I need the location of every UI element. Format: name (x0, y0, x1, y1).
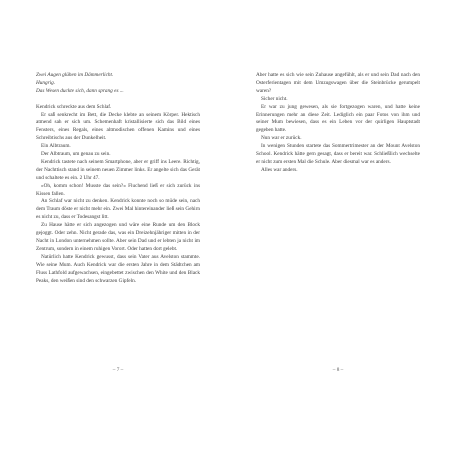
paragraph: Kendrick schreckte aus dem Schlaf. (36, 103, 112, 110)
paragraph: »Oh, komm schon! Musste das sein?« Fluchend ließ er sich zurück ins Kissen fallen. (36, 182, 200, 197)
paragraph: Nun war er zurück. (261, 135, 302, 142)
paragraph: Ein Albtraum. (41, 143, 71, 150)
paragraph: Zwei Augen glühen im Dämmerlicht. (36, 72, 114, 78)
paragraph: Er war zu jung gewesen, als sie fortgezogen waren, und hatte keine Erinnerungen mehr an diese Zeit. Lediglich ein paar Fotos von ihm und seiner Mum bewiesen, dass es ein Leben vor der quirligen Hauptstadt gegeben hatte. (256, 103, 420, 134)
right-page-text (256, 72, 420, 175)
page-number-right: – 8 – (332, 367, 344, 373)
paragraph: Hungrig. (36, 79, 56, 86)
left-page-text (36, 72, 200, 285)
paragraph: Kendrick tastete nach seinem Smartphone, aber er griff ins Leere. Richtig, der Nachttisch stand in seinem neuen Zimmer links. Er angelte sich das Gerät und schaltete es ein. 2 Uhr 47. (36, 158, 200, 181)
paragraph: Der Albtraum, um genau zu sein. (41, 151, 111, 158)
paragraph: Aber hatte es sich wie sein Zuhause angefühlt, als er und sein Dad nach den Osterferientagen mit dem Umzugswagen über die Steinbrücke gerumpelt waren? (256, 72, 420, 94)
paragraph: Alles war anders. (261, 166, 298, 173)
paragraph: Natürlich hatte Kendrick gewusst, dass sein Vater aus Avelston stammte. Wie seine Mum. Auch Kendrick war die ersten Jahre in dem Städtchen am Fluss Lathfold aufgewachsen, eingebettet zwischen den White und den Black Peaks, den weißen sind den schwarzen Gipfeln. (36, 253, 200, 284)
paragraph: Das Wesen duckte sich, dann sprang es ... (36, 87, 124, 94)
paragraph: Sicher nicht. (261, 95, 288, 102)
paragraph: Zu Hause hätte er sich angezogen und wäre eine Runde um den Block gejoggt. Oder zehn. Nicht gerade das, was ein Dreizehnjähriger mitten in der Nacht in London unternehmen sollte. Aber sein Dad und er lebten ja nicht im Zentrum, sondern in einem ruhigen Vorort. Oder hatten dort gelebt. (36, 222, 200, 252)
paragraph: Er saß senkrecht im Bett, die Decke klebte an seinem Körper. Hektisch atmend sah er sich um. Schemenhaft kristallisierte sich das Bild eines Fensters, eines Regals, eines altmodischen offenen Kamins und eines Schreibtischs aus der Dunkelheit. (36, 111, 200, 142)
page-number-left: – 7 – (112, 367, 124, 373)
paragraph: An Schlaf war nicht zu denken. Kendrick konnte noch so müde sein, nach dem Traum döste er nicht mehr ein. Zwei Mal hintereinander ließ sein Gehirn es nicht zu, dass er Todesangst litt. (36, 198, 200, 221)
paragraph: In wenigen Stunden startete das Sommertrimester an der Mount Avelston School. Kendrick hätte gern gesagt, dass er bereit war. Schließlich wechselte er nicht zum ersten Mal die Schule. Aber diesmal war es anders. (256, 143, 420, 165)
